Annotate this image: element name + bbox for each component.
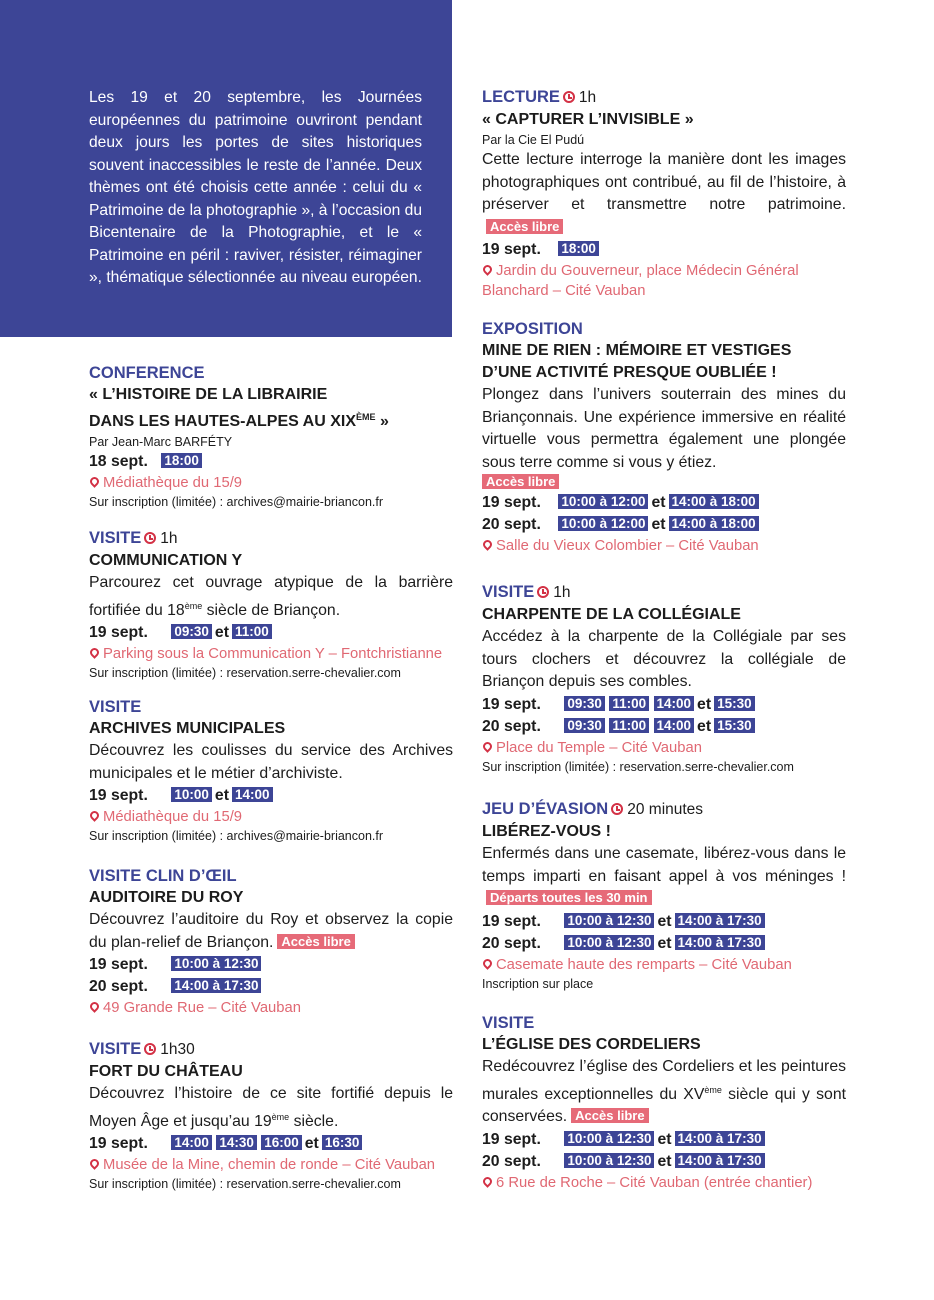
registration-note: Sur inscription (limitée) : reservation.serre-chevalier.com xyxy=(482,759,794,774)
registration-note: Sur inscription (limitée) : archives@mairie-briancon.fr xyxy=(89,495,384,509)
event-date: 19 sept. xyxy=(89,787,148,804)
event-visite-charpente xyxy=(482,581,846,776)
event-visite-fort-chateau xyxy=(89,1038,453,1193)
location-pin-icon xyxy=(481,1175,494,1188)
time-slot: 10:00 à 12:00 xyxy=(558,494,648,509)
time-slot: 14:00 à 17:30 xyxy=(171,978,261,993)
event-title: ARCHIVES MUNICIPALES xyxy=(89,720,286,737)
event-description: Découvrez l’auditoire du Roy et observez la copie du plan-relief de Briançon. Accès libre xyxy=(89,911,453,951)
time-slot: 15:30 xyxy=(714,718,755,733)
location-pin-icon xyxy=(88,1157,101,1170)
event-title: « CAPTURER L’INVISIBLE » xyxy=(482,111,694,128)
event-title: L’ÉGLISE DES CORDELIERS xyxy=(482,1036,701,1053)
time-slot: 14:00 à 17:30 xyxy=(675,1153,765,1168)
event-title: COMMUNICATION Y xyxy=(89,552,243,569)
time-slot: 11:00 xyxy=(609,696,649,711)
event-date-row: 19 sept. 10:00 à 12:00 et 14:00 à 18:00 xyxy=(482,492,846,514)
event-speaker: Par Jean-Marc BARFÉTY xyxy=(89,435,233,449)
time-slot: 14:30 xyxy=(216,1135,257,1150)
event-date-row: 20 sept. 10:00 à 12:30 et 14:00 à 17:30 xyxy=(482,933,846,955)
event-location: Jardin du Gouverneur, place Médecin Général Blanchard – Cité Vauban xyxy=(482,263,799,299)
free-access-badge: Accès libre xyxy=(482,474,559,489)
event-category: VISITE xyxy=(89,698,142,716)
location-pin-icon xyxy=(88,646,101,659)
time-slot: 18:00 xyxy=(161,453,202,468)
event-description: Découvrez les coulisses du service des Archives municipales et le métier d’archiviste. xyxy=(89,742,453,782)
time-slot: 10:00 à 12:30 xyxy=(564,913,654,928)
time-slot: 14:00 xyxy=(171,1135,212,1150)
event-location: 49 Grande Rue – Cité Vauban xyxy=(89,998,453,1018)
event-date-row: 19 sept. 10:00 et 14:00 xyxy=(89,785,453,807)
time-slot: 16:30 xyxy=(322,1135,363,1150)
event-title: CHARPENTE DE LA COLLÉGIALE xyxy=(482,606,741,623)
event-category: JEU D’ÉVASION 20 minutes xyxy=(482,800,704,818)
event-title: LIBÉREZ-VOUS ! xyxy=(482,823,611,840)
time-slot: 14:00 xyxy=(654,718,695,733)
event-date-row: 19 sept. 10:00 à 12:30 et 14:00 à 17:30 xyxy=(482,1129,846,1151)
event-title: AUDITOIRE DU ROY xyxy=(89,889,244,906)
time-slot: 10:00 à 12:30 xyxy=(564,1153,654,1168)
time-slot: 14:00 à 17:30 xyxy=(675,913,765,928)
registration-note: Sur inscription (limitée) : reservation.serre-chevalier.com xyxy=(89,1177,401,1191)
intro-text: Les 19 et 20 septembre, les Journées européennes du patrimoine ouvriront pendant deux jours les portes de sites historiques souvent inaccessibles le reste de l’année. Deux thèmes ont été choisis cette année : celui du « Patrimoine de la photographie », à l’occasion du Bicentenaire de la Photographie, et le « Patrimoine en péril : raviver, résister, réimaginer », thématique sélectionnée au niveau européen. xyxy=(89,89,422,286)
time-slot: 14:00 xyxy=(654,696,695,711)
event-date: 19 sept. xyxy=(482,695,541,713)
location-pin-icon xyxy=(88,809,101,822)
registration-note: Sur inscription (limitée) : reservation.serre-chevalier.com xyxy=(89,666,401,680)
event-speaker: Par la Cie El Pudú xyxy=(482,133,585,147)
free-access-badge: Accès libre xyxy=(277,934,354,949)
event-category: VISITE 1h30 xyxy=(89,1040,195,1058)
event-date: 19 sept. xyxy=(482,1130,541,1148)
event-category: VISITE 1h xyxy=(89,529,178,547)
event-location: Médiathèque du 15/9 xyxy=(89,807,453,827)
event-date-row: 19 sept. 10:00 à 12:30 et 14:00 à 17:30 xyxy=(482,911,846,933)
intro-panel xyxy=(0,0,452,337)
clock-icon xyxy=(144,532,156,544)
time-slot: 14:00 xyxy=(232,787,273,802)
time-slot: 10:00 xyxy=(171,787,212,802)
event-conference-librairie xyxy=(89,362,453,511)
time-slot: 14:00 à 18:00 xyxy=(669,516,759,531)
event-location: Parking sous la Communication Y – Fontchristianne xyxy=(89,644,453,664)
event-date: 20 sept. xyxy=(482,1152,541,1170)
event-date-row xyxy=(89,976,453,998)
time-slot: 09:30 xyxy=(171,624,212,639)
event-date-row: 19 sept. 14:00 14:30 16:00 et 16:30 xyxy=(89,1133,453,1155)
time-slot: 14:00 à 17:30 xyxy=(675,1131,765,1146)
location-pin-icon xyxy=(481,957,494,970)
time-slot: 10:00 à 12:30 xyxy=(564,1131,654,1146)
event-date: 20 sept. xyxy=(89,978,148,995)
event-category: VISITE 1h xyxy=(482,583,571,601)
event-date-row: 19 sept. 09:30 11:00 14:00 et 15:30 xyxy=(482,694,846,716)
event-lecture-capturer xyxy=(482,86,846,301)
location-pin-icon xyxy=(481,538,494,551)
free-access-badge: Accès libre xyxy=(486,219,563,234)
event-description: Enfermés dans une casemate, libérez-vous dans le temps imparti en faisant appel à vos méninges !Départs toutes les 30 min xyxy=(482,845,846,905)
free-access-badge: Accès libre xyxy=(571,1108,648,1123)
event-location: 6 Rue de Roche – Cité Vauban (entrée chantier) xyxy=(482,1173,846,1193)
location-pin-icon xyxy=(88,475,101,488)
event-date: 19 sept. xyxy=(89,624,148,641)
event-category: VISITE CLIN D’ŒIL xyxy=(89,867,237,885)
location-pin-icon xyxy=(481,740,494,753)
location-pin-icon xyxy=(88,1000,101,1013)
event-location: Musée de la Mine, chemin de ronde – Cité Vauban xyxy=(89,1155,453,1175)
event-date: 20 sept. xyxy=(482,516,541,533)
clock-icon xyxy=(537,586,549,598)
event-category: CONFERENCE xyxy=(89,364,205,382)
event-description: Plongez dans l’univers souterrain des mines du Briançonnais. Une expérience immersive en réalité virtuelle vous permettra également une plongée sous terre comme si vous y étiez. xyxy=(482,386,846,471)
time-slot: 09:30 xyxy=(564,696,605,711)
event-date: 19 sept. xyxy=(482,241,541,258)
time-slot: 18:00 xyxy=(558,241,599,256)
time-slot: 10:00 à 12:00 xyxy=(558,516,648,531)
registration-note: Inscription sur place xyxy=(482,976,594,991)
event-date-row xyxy=(482,239,846,261)
event-title: FORT DU CHÂTEAU xyxy=(89,1063,243,1080)
event-location: Casemate haute des remparts – Cité Vauban xyxy=(482,955,846,975)
event-visite-cordeliers xyxy=(482,1012,846,1193)
time-slot: 09:30 xyxy=(564,718,605,733)
time-slot: 14:00 à 17:30 xyxy=(675,935,765,950)
event-date-row: 19 sept. 09:30 et 11:00 xyxy=(89,622,453,644)
time-slot: 10:00 à 12:30 xyxy=(564,935,654,950)
event-description: Cette lecture interroge la manière dont les images photographiques ont contribué, au fil de l’histoire, à préserver et transmettre notre patrimoine.Accès libre xyxy=(482,151,846,234)
event-visite-archives xyxy=(89,696,453,845)
event-date: 19 sept. xyxy=(89,1135,148,1152)
event-date: 18 sept. xyxy=(89,453,148,470)
event-date-row: 20 sept. 10:00 à 12:00 et 14:00 à 18:00 xyxy=(482,514,846,536)
event-date-row xyxy=(89,954,453,976)
event-category: LECTURE 1h xyxy=(482,88,597,106)
event-location: Salle du Vieux Colombier – Cité Vauban xyxy=(482,536,846,556)
event-location: Médiathèque du 15/9 xyxy=(89,473,453,493)
event-description: Accédez à la charpente de la Collégiale par ses tours clochers et découvrez la collégiale de Briançon depuis ses combles. xyxy=(482,628,846,690)
event-description: Parcourez cet ouvrage atypique de la barrière fortifiée du 18ème siècle de Briançon. xyxy=(89,574,453,619)
registration-note: Sur inscription (limitée) : archives@mairie-briancon.fr xyxy=(89,829,384,843)
event-exposition-mine xyxy=(482,318,846,556)
event-date: 19 sept. xyxy=(89,956,148,973)
event-description: Découvrez l’histoire de ce site fortifié depuis le Moyen Âge et jusqu’au 19ème siècle. xyxy=(89,1085,453,1130)
event-date: 19 sept. xyxy=(482,494,541,511)
location-pin-icon xyxy=(481,263,494,276)
time-slot: 10:00 à 12:30 xyxy=(171,956,261,971)
clock-icon xyxy=(563,91,575,103)
clock-icon xyxy=(144,1043,156,1055)
time-slot: 14:00 à 18:00 xyxy=(669,494,759,509)
clock-icon xyxy=(611,803,623,815)
time-slot: 16:00 xyxy=(261,1135,302,1150)
event-visite-communication-y xyxy=(89,527,453,682)
event-location: Place du Temple – Cité Vauban xyxy=(482,738,846,758)
event-date: 20 sept. xyxy=(482,934,541,952)
time-slot: 11:00 xyxy=(609,718,649,733)
event-title: « L’HISTOIRE DE LA LIBRAIRIE DANS LES HAUTES-ALPES AU XIXÈME » xyxy=(89,386,389,430)
event-jeu-evasion xyxy=(482,798,846,993)
event-category: EXPOSITION xyxy=(482,320,583,338)
time-slot: 11:00 xyxy=(232,624,272,639)
event-category: VISITE xyxy=(482,1014,535,1032)
event-date-row: 20 sept. 09:30 11:00 14:00 et 15:30 xyxy=(482,716,846,738)
departures-badge: Départs toutes les 30 min xyxy=(486,890,652,905)
event-title: MINE DE RIEN : MÉMOIRE ET VESTIGES D’UNE ACTIVITÉ PRESQUE OUBLIÉE ! xyxy=(482,342,792,381)
event-description: Redécouvrez l’église des Cordeliers et les peintures murales exceptionnelles du XVème siècle qui y sont conservées. Accès libre xyxy=(482,1058,846,1125)
event-date-row: 20 sept. 10:00 à 12:30 et 14:00 à 17:30 xyxy=(482,1151,846,1173)
event-visite-auditoire xyxy=(89,865,453,1018)
time-slot: 15:30 xyxy=(714,696,755,711)
event-date: 19 sept. xyxy=(482,912,541,930)
event-date: 20 sept. xyxy=(482,717,541,735)
event-date-row xyxy=(89,451,453,473)
